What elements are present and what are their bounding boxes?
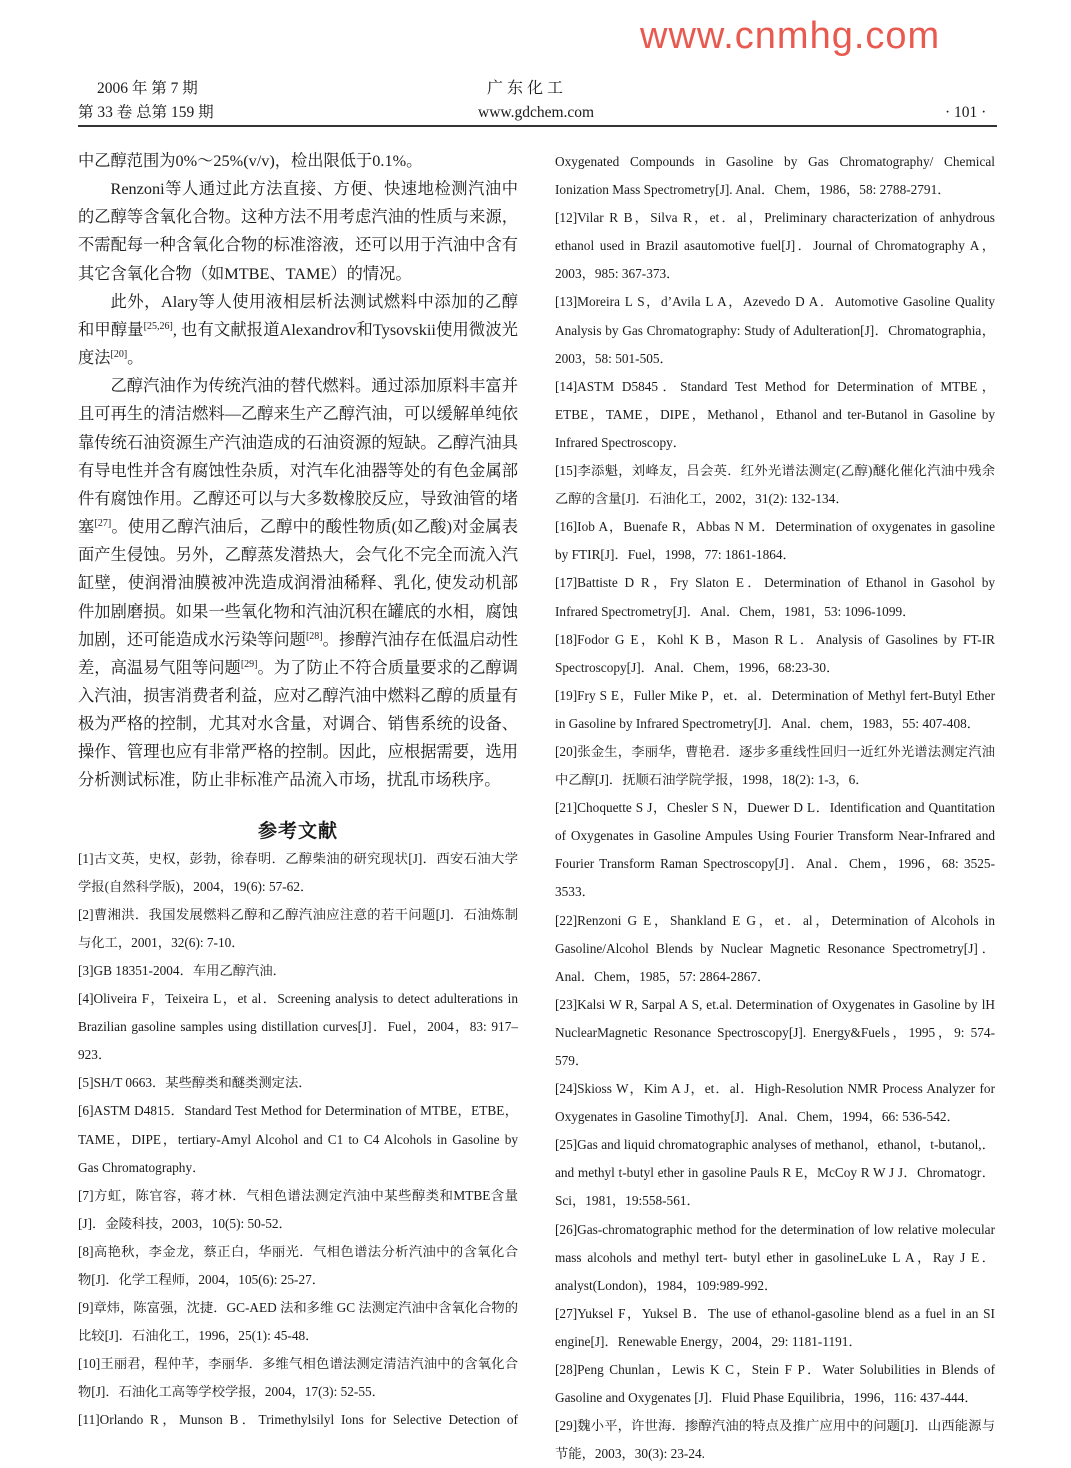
body-paragraph-2: Renzoni等人通过此方法直接、方便、快速地检测汽油中的乙醇等含氧化合物。这种方法不用考虑汽油的性质与来源，不需配每一种含氧化合物的标准溶液，还可以用于汽油中含有其它含氧化合物（如MTBE、TAME）的情况。 — [78, 180, 518, 283]
text-segment: 此外，Alary等人使用液相层析法测试燃料中添加的乙醇和甲醇量 — [78, 292, 518, 339]
references-list-left — [78, 845, 518, 1435]
text-segment: , 也有文献报道Alexandrov和Tysovskii使用微波光度法 — [78, 320, 518, 368]
volume-line: 第 33 卷 总第 159 期 — [78, 104, 214, 121]
body-paragraph-3 — [78, 288, 518, 372]
reference-item: [16]Iob A，Buenafe R，Abbas N M．Determination of oxygenates in gasoline by FTIR[J]．Fuel，1998，77: 1861-1864． — [555, 519, 995, 563]
watermark: www.cnmhg.com — [640, 15, 941, 57]
reference-item: Oxygenated Compounds in Gasoline by Gas Chromatography/ Chemical Ionization Mass Spectrometry[J]. Anal．Chem，1986，58: 2788-2791． — [555, 154, 995, 198]
left-column — [78, 147, 518, 1435]
page-number: · 101 · — [945, 104, 987, 121]
reference-item: [1]古文英，史权，彭勃，徐春明．乙醇柴油的研究现状[J]．西安石油大学学报(自然科学版)，2004，19(6): 57-62． — [78, 850, 518, 894]
reference-item: [27]Yuksel F，Yuksel B．The use of ethanol-gasoline blend as a fuel in an SI engine[J]．Renewable Energy，2004，29: 1181-1191． — [555, 1305, 995, 1349]
journal-name: 广 东 化 工 — [487, 80, 564, 97]
citation: [28] — [305, 630, 323, 642]
reference-item: [15]李添魁，刘峰友，吕会英．红外光谱法测定(乙醇)醚化催化汽油中残余乙醇的含量[J]．石油化工，2002，31(2): 132-134． — [555, 463, 995, 507]
citation: [27] — [94, 518, 112, 530]
reference-item: [14]ASTM D5845．Standard Test Method for Determination of MTBE，ETBE，TAME，DIPE，Methanol，Ethanol and ter-Butanol in Gasoline by Infrared Spectroscopy． — [555, 378, 995, 450]
reference-item: [8]高艳秋，李金龙，蔡正白，华丽光．气相色谱法分析汽油中的含氧化合物[J]．化学工程师，2004，105(6): 25-27． — [78, 1243, 518, 1287]
reference-item: [20]张金生，李丽华，曹艳君．逐步多重线性回归一近红外光谱法测定汽油中乙醇[J]．抚顺石油学院学报，1998，18(2): 1-3，6． — [555, 743, 995, 788]
text-segment: 。为了防止不符合质量要求的乙醇调入汽油，损害消费者利益，应对乙醇汽油中燃料乙醇的质量有极为严格的控制，尤其对水含量，对调合、销售系统的设备、操作、管理也应有非常严格的控制。因此，应根据需要，选用分析测试标准，防止非标准产品流入市场，扰乱市场秩序。 — [78, 658, 519, 790]
citation: [25,26] — [143, 320, 173, 332]
reference-item: [19]Fry S E，Fuller Mike P，et．al．Determination of Methyl fert-Butyl Ether in Gasoline by Infrared Spectrometry[J]．Anal．chem，1983，55: 407-408． — [555, 687, 995, 731]
reference-item: [24]Skioss W，Kim A J，et．al．High-Resolution NMR Process Analyzer for Oxygenates in Gasoline Timothy[J]．Anal．Chem，1994，66: 536-542． — [555, 1081, 995, 1125]
reference-item: [18]Fodor G E，Kohl K B，Mason R L．Analysis of Gasolines by FT-IR Spectroscopy[J]．Anal．Chem，1996，68:23-30． — [555, 631, 995, 675]
citation: [20] — [110, 349, 128, 361]
reference-item: [10]王丽君，程仲芊，李丽华．多维气相色谱法测定清洁汽油中的含氧化合物[J]．石油化工高等学校学报，2004，17(3): 52-55． — [78, 1356, 518, 1400]
reference-item: [23]Kalsi W R, Sarpal A S, et.al. Determination of Oxygenates in Gasoline by lH NuclearMagnetic Resonance Spectroscopy[J]. Energy&Fuels，1995，9: 574-579． — [555, 996, 995, 1068]
reference-item: [21]Choquette S J，Chesler S N，Duewer D L．Identification and Quantitation of Oxygenates in Gasoline Ampules Using Fourier Transform Near-Infrared and Fourier Transform Raman Spectroscopy[J]．Anal．Chem，1996，68: 3525-3533． — [555, 800, 995, 900]
body-paragraph-1: 中乙醇范围为0%～25%(v/v)，检出限低于0.1%。 — [78, 152, 423, 170]
issue-line: 2006 年 第 7 期 — [97, 80, 198, 97]
reference-item: [5]SH/T 0663．某些醇类和醚类测定法． — [78, 1075, 312, 1091]
reference-item: [13]Moreira L S，d’Avila L A，Azevedo D A．Automotive Gasoline Quality Analysis by Gas Chromatography: Study of Adulteration[J]．Chromatographia，2003，58: 501-505． — [555, 294, 995, 366]
references-list-right — [555, 148, 995, 1468]
reference-item: [11]Orlando R，Munson B．Trimethylsilyl Ions for Selective Detection of — [78, 1412, 518, 1428]
text-segment: 乙醇汽油作为传统汽油的替代燃料。通过添加原料丰富并且可再生的清洁燃料—乙醇来生产乙醇汽油，可以缓解单纯依靠传统石油资源生产汽油造成的石油资源的短缺。乙醇汽油具有导电性并含有腐蚀性杂质，对汽车化油器等处的有色金属部件有腐蚀作用。乙醇还可以与大多数橡胶反应，导致油管的堵塞 — [78, 377, 518, 537]
reference-item: [26]Gas-chromatographic method for the determination of low relative molecular mass alcohols and methyl tert- butyl ether in gasolineLuke L A，Ray J E．analyst(London)，1984，109:989-992． — [555, 1221, 995, 1293]
reference-item: [6]ASTM D4815．Standard Test Method for Determination of MTBE，ETBE，TAME，DIPE，tertiary-Amyl Alcohol and C1 to C4 Alcohols in Gasoline by Gas Chromatography． — [78, 1103, 518, 1175]
reference-item: [25]Gas and liquid chromatographic analyses of methanol，ethanol，t-butanol,．and methyl t-butyl ether in gasoline Pauls R E，McCoy R W J J．Chromatogr．Sci，1981，19:558-561． — [555, 1137, 995, 1209]
reference-item: [22]Renzoni G E，Shankland E G，et．al，Determination of Alcohols in Gasoline/Alcohol Blends by Nuclear Magnetic Resonance Spectrometry[J]．Anal．Chem，1985，57: 2864-2867． — [555, 912, 995, 984]
reference-item: [12]Vilar R B，Silva R，et．al，Preliminary characterization of anhydrous ethanol used in Brazil asautomotive fuel[J]．Journal of Chromatography A，2003，985: 367-373． — [555, 210, 995, 282]
reference-item: [2]曹湘洪．我国发展燃料乙醇和乙醇汽油应注意的若干问题[J]．石油炼制与化工，2001，32(6): 7-10． — [78, 906, 518, 950]
body-paragraph-4 — [78, 372, 518, 794]
citation: [29] — [240, 658, 258, 670]
reference-item: [17]Battiste D R，Fry Slaton E．Determination of Ethanol in Gasohol by Infrared Spectrometry[J]．Anal．Chem，1981，53: 1096-1099． — [555, 575, 995, 619]
reference-item: [3]GB 18351-2004．车用乙醇汽油． — [78, 962, 286, 978]
right-column — [555, 148, 995, 1468]
header-rule — [78, 125, 997, 127]
text-segment: 。使用乙醇汽油后，乙醇中的酸性物质(如乙酸)对金属表面产生侵蚀。另外，乙醇蒸发潜热大，会气化不完全而流入汽缸壁，使润滑油膜被冲洗造成润滑油稀释、乳化, 使发动机部件加剧磨损。如果一些氧化物和汽油沉积在罐底的水相，腐蚀加剧，还可能造成水污染等问题 — [78, 518, 518, 649]
references-heading: 参考文献 — [257, 819, 338, 842]
reference-item: [28]Peng Chunlan，Lewis K C，Stein F P．Water Solubilities in Blends of Gasoline and Oxygenates [J]．Fluid Phase Equilibria，1996，116: 437-444． — [555, 1362, 995, 1406]
journal-website: www.gdchem.com — [478, 104, 595, 121]
reference-item: [7]方虹，陈官容，蒋才林．气相色谱法测定汽油中某些醇类和MTBE含量[J]．金陵科技，2003，10(5): 50-52． — [78, 1187, 518, 1231]
text-segment: 。掺醇汽油存在低温启动性差，高温易气阻等问题 — [78, 630, 519, 677]
text-segment: 。 — [127, 349, 144, 368]
reference-item: [9]章炜，陈富强，沈捷．GC-AED 法和多维 GC 法测定汽油中含氧化合物的比较[J]．石油化工，1996，25(1): 45-48． — [78, 1300, 518, 1344]
reference-item: [4]Oliveira F，Teixeira L，et al．Screening analysis to detect adulterations in Brazilian gasoline samples using distillation curves[J]．Fuel，2004，83: 917–923． — [78, 991, 518, 1063]
reference-item: [29]魏小平，许世海．掺醇汽油的特点及推广应用中的问题[J]．山西能源与节能，2003，30(3): 23-24. — [555, 1418, 995, 1462]
